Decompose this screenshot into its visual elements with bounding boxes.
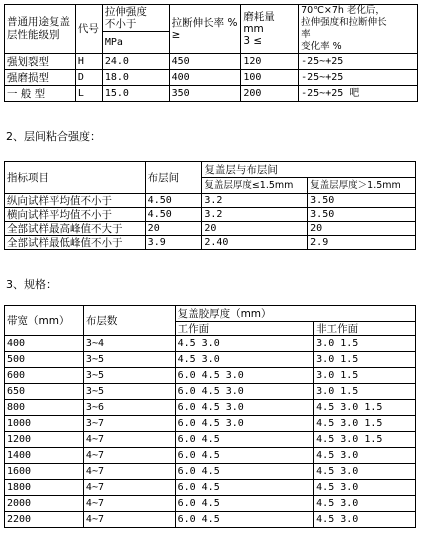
row-thin: 20 <box>202 222 308 236</box>
row-type: 一 般 型 <box>5 86 76 102</box>
row-work: 6.0 4.5 <box>175 448 314 464</box>
row-plies: 3~5 <box>83 384 175 400</box>
header-tensile: 拉伸强度 不小于 <box>102 5 169 32</box>
row-nonwork: 4.5 3.0 <box>314 448 416 464</box>
table-row <box>5 432 416 448</box>
table-row <box>5 480 416 496</box>
row-thick: 3.50 <box>308 208 416 222</box>
adhesion-table <box>4 161 416 250</box>
table-row <box>5 70 418 86</box>
table-row <box>5 416 416 432</box>
table-row <box>5 194 416 208</box>
header-nonwork: 非工作面 <box>314 322 416 336</box>
row-tensile: 15.0 <box>102 86 169 102</box>
row-type: 强磨损型 <box>5 70 76 86</box>
row-wear: 120 <box>241 54 299 70</box>
row-width: 1000 <box>5 416 84 432</box>
row-type: 强划裂型 <box>5 54 76 70</box>
row-width: 1800 <box>5 480 84 496</box>
row-nonwork: 3.0 1.5 <box>314 352 416 368</box>
row-work: 6.0 4.5 3.0 <box>175 368 314 384</box>
row-width: 400 <box>5 336 84 352</box>
row-work: 6.0 4.5 <box>175 480 314 496</box>
row-plies: 3~7 <box>83 416 175 432</box>
table-row <box>5 448 416 464</box>
row-ply: 3.9 <box>145 236 202 250</box>
row-item: 横向试样平均值不小于 <box>5 208 146 222</box>
table-row <box>5 512 416 528</box>
table-row <box>5 222 416 236</box>
row-ply: 20 <box>145 222 202 236</box>
row-width: 650 <box>5 384 84 400</box>
row-nonwork: 3.0 1.5 <box>314 336 416 352</box>
row-work: 6.0 4.5 <box>175 496 314 512</box>
row-plies: 4~7 <box>83 512 175 528</box>
header-cover-thin: 复盖层厚度≤1.5mm <box>202 178 308 194</box>
performance-header-row <box>5 5 418 32</box>
row-plies: 3~5 <box>83 352 175 368</box>
header-elongation: 拉断伸长率 % ≥ <box>169 5 241 54</box>
row-work: 6.0 4.5 <box>175 512 314 528</box>
table-row <box>5 54 418 70</box>
row-width: 1600 <box>5 464 84 480</box>
row-plies: 4~7 <box>83 496 175 512</box>
row-nonwork: 4.5 3.0 <box>314 512 416 528</box>
row-work: 6.0 4.5 <box>175 464 314 480</box>
row-thin: 3.2 <box>202 194 308 208</box>
row-code: H <box>75 54 102 70</box>
row-thin: 2.40 <box>202 236 308 250</box>
row-tensile: 24.0 <box>102 54 169 70</box>
row-nonwork: 3.0 1.5 <box>314 384 416 400</box>
section-3-title: 3、规格： <box>6 278 57 291</box>
table-row <box>5 86 418 102</box>
header-wear: 磨耗量 mm 3 ≤ <box>241 5 299 54</box>
row-item: 全部试样最高峰值不大于 <box>5 222 146 236</box>
table-row <box>5 464 416 480</box>
section-2-title: 2、层间粘合强度： <box>6 130 101 143</box>
table-row <box>5 368 416 384</box>
row-work: 6.0 4.5 3.0 <box>175 416 314 432</box>
row-nonwork: 4.5 3.0 1.5 <box>314 432 416 448</box>
row-plies: 3~6 <box>83 400 175 416</box>
row-code: L <box>75 86 102 102</box>
row-code: D <box>75 70 102 86</box>
row-thick: 20 <box>308 222 416 236</box>
row-thin: 3.2 <box>202 208 308 222</box>
row-tensile: 18.0 <box>102 70 169 86</box>
row-width: 2200 <box>5 512 84 528</box>
row-aging: -25~+25 <box>299 54 418 70</box>
row-elongation: 350 <box>169 86 241 102</box>
row-ply: 4.50 <box>145 194 202 208</box>
header-ply: 布层间 <box>145 162 202 194</box>
row-width: 1400 <box>5 448 84 464</box>
row-nonwork: 4.5 3.0 1.5 <box>314 400 416 416</box>
row-item: 全部试样最低峰值不小于 <box>5 236 146 250</box>
row-aging: -25~+25 吧 <box>299 86 418 102</box>
table-row <box>5 352 416 368</box>
row-wear: 100 <box>241 70 299 86</box>
row-work: 6.0 4.5 3.0 <box>175 400 314 416</box>
row-plies: 4~7 <box>83 464 175 480</box>
row-width: 600 <box>5 368 84 384</box>
row-work: 4.5 3.0 <box>175 336 314 352</box>
row-width: 500 <box>5 352 84 368</box>
row-width: 2000 <box>5 496 84 512</box>
row-work: 6.0 4.5 3.0 <box>175 384 314 400</box>
row-item: 纵向试样平均值不小于 <box>5 194 146 208</box>
row-nonwork: 4.5 3.0 <box>314 496 416 512</box>
row-aging: -25~+25 <box>299 70 418 86</box>
table-row <box>5 208 416 222</box>
header-aging: 70℃×7h 老化后， 拉伸强度和拉断伸长 率 变化率 % <box>299 5 418 54</box>
header-cover-ply: 复盖层与布层间 <box>202 162 416 178</box>
row-plies: 3~5 <box>83 368 175 384</box>
row-work: 6.0 4.5 <box>175 432 314 448</box>
row-plies: 4~7 <box>83 480 175 496</box>
row-nonwork: 4.5 3.0 <box>314 464 416 480</box>
row-plies: 4~7 <box>83 448 175 464</box>
header-plies: 布层数 <box>83 306 175 336</box>
row-nonwork: 4.5 3.0 <box>314 480 416 496</box>
row-elongation: 400 <box>169 70 241 86</box>
row-nonwork: 4.5 3.0 1.5 <box>314 416 416 432</box>
spec-table <box>4 305 416 528</box>
row-width: 1200 <box>5 432 84 448</box>
row-thick: 3.50 <box>308 194 416 208</box>
row-plies: 4~7 <box>83 432 175 448</box>
table-row <box>5 384 416 400</box>
row-thick: 2.9 <box>308 236 416 250</box>
row-work: 4.5 3.0 <box>175 352 314 368</box>
header-tensile-unit: MPa <box>102 32 169 54</box>
table-row <box>5 336 416 352</box>
header-item: 指标项目 <box>5 162 146 194</box>
row-ply: 4.50 <box>145 208 202 222</box>
header-cover-thick: 复盖层厚度＞1.5mm <box>308 178 416 194</box>
header-cover: 复盖胶厚度（mm） <box>175 306 415 322</box>
performance-table <box>4 4 418 102</box>
table-row <box>5 236 416 250</box>
table-row <box>5 400 416 416</box>
row-plies: 3~4 <box>83 336 175 352</box>
row-nonwork: 3.0 1.5 <box>314 368 416 384</box>
table-row <box>5 496 416 512</box>
header-work: 工作面 <box>175 322 314 336</box>
header-code: 代号 <box>75 5 102 54</box>
header-type: 普通用途复盖层性能级别 <box>5 5 76 54</box>
row-elongation: 450 <box>169 54 241 70</box>
header-width: 带宽（mm） <box>5 306 84 336</box>
row-width: 800 <box>5 400 84 416</box>
row-wear: 200 <box>241 86 299 102</box>
